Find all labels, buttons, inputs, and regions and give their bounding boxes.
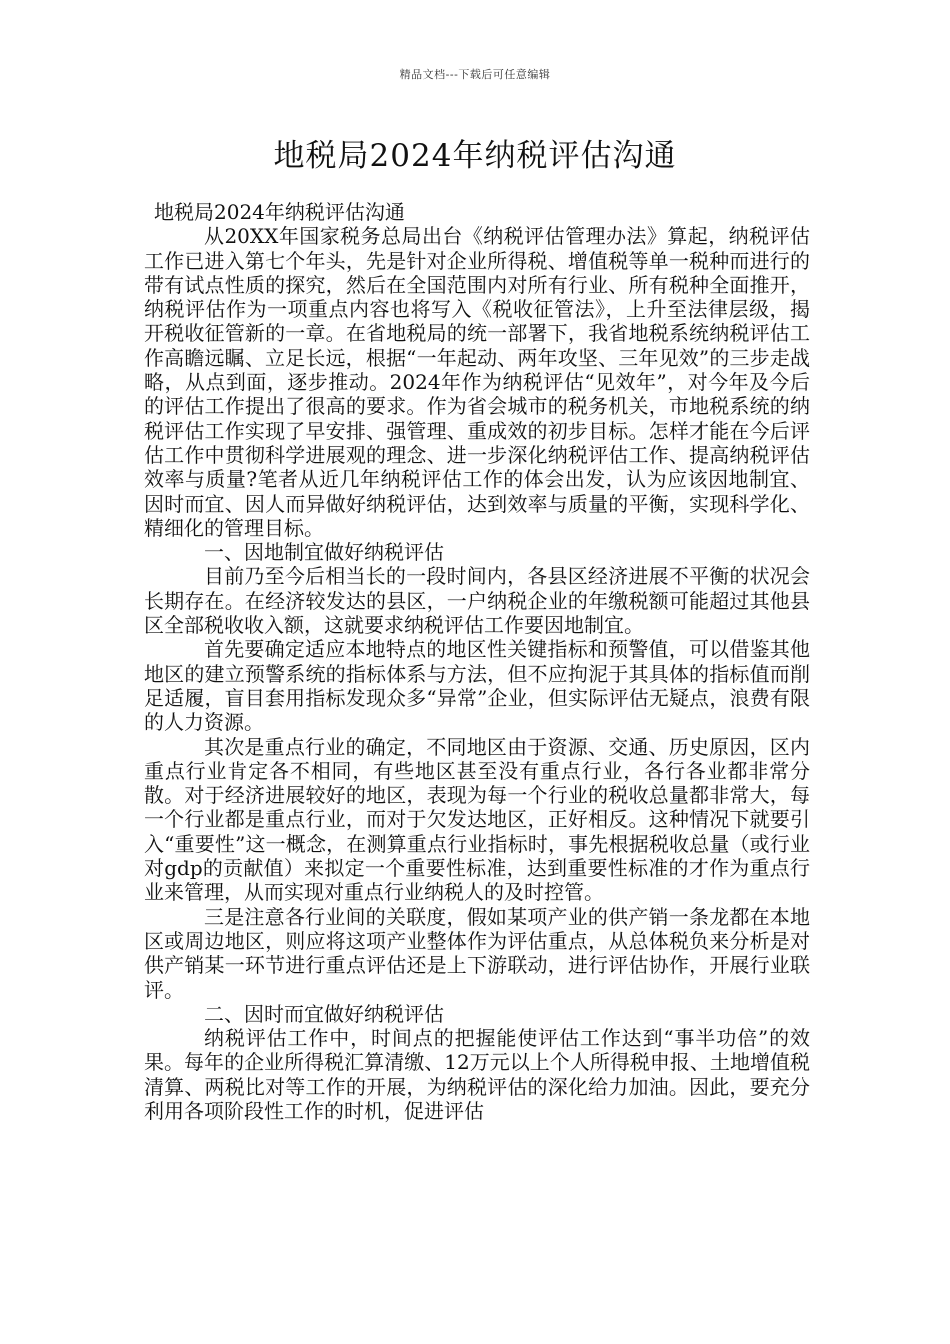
section-heading: 一、因地制宜做好纳税评估 bbox=[204, 540, 444, 565]
body-paragraph: 从20XX年国家税务总局出台《纳税评估管理办法》算起，纳税评估工作已进入第七个年头，先是针对企业所得税、增值税等单一税种而进行的带有试点性质的探究，然后在全国范围内对所有行业、所有税种全面推开，纳税评估作为一项重点内容也将写入《税收征管法》，上升至法律层级，揭开税收征管新的一章。在省地税局的统一部署下，我省地税系统纳税评估工作高瞻远瞩、立足长远，根据“一年起动、两年攻坚、三年见效”的三步走战略，从点到面，逐步推动。2024年作为纳税评估“见效年”，对今年及今后的评估工作提出了很高的要求。作为省会城市的税务机关，市地税系统的纳税评估工作实现了早安排、强管理、重成效的初步目标。怎样才能在今后评估工作中贯彻科学进展观的理念、进一步深化纳税评估工作、提高纳税评估效率与质量?笔者从近几年纳税评估工作的体会出发，认为应该因地制宜、因时而宜、因人而异做好纳税评估，达到效率与质量的平衡，实现科学化、精细化的管理目标。 bbox=[144, 224, 810, 540]
document-body bbox=[144, 200, 810, 1123]
page-title: 地税局2024年纳税评估沟通 bbox=[273, 138, 677, 174]
subtitle-line: 地税局2024年纳税评估沟通 bbox=[154, 200, 405, 224]
body-paragraph: 纳税评估工作中，时间点的把握能使评估工作达到“事半功倍”的效果。每年的企业所得税汇算清缴、12万元以上个人所得税申报、土地增值税清算、两税比对等工作的开展，为纳税评估的深化给力加油。因此，要充分利用各项阶段性工作的时机，促进评估 bbox=[144, 1026, 810, 1123]
section-heading: 二、因时而宜做好纳税评估 bbox=[204, 1001, 444, 1026]
body-paragraph: 三是注意各行业间的关联度，假如某项产业的供产销一条龙都在本地区或周边地区，则应将这项产业整体作为评估重点，从总体税负来分析是对供产销某一环节进行重点评估还是上下游联动，进行评估协作，开展行业联评。 bbox=[144, 904, 810, 1002]
body-paragraph: 其次是重点行业的确定，不同地区由于资源、交通、历史原因，区内重点行业肯定各不相同，有些地区甚至没有重点行业，各行各业都非常分散。对于经济进展较好的地区，表现为每一个行业的税收总量都非常大，每一个行业都是重点行业，而对于欠发达地区，正好相反。这种情况下就要引入“重要性”这一概念，在测算重点行业指标时，事先根据税收总量（或行业对gdp的贡献值）来拟定一个重要性标准，达到重要性标准的才作为重点行业来管理，从而实现对重点行业纳税人的及时控管。 bbox=[144, 734, 810, 905]
body-paragraph: 首先要确定适应本地特点的地区性关键指标和预警值，可以借鉴其他地区的建立预警系统的指标体系与方法，但不应拘泥于其具体的指标值而削足适履，盲目套用指标发现众多“异常”企业，但实际评估无疑点，浪费有限的人力资源。 bbox=[144, 637, 810, 735]
header-note: 精品文档---下载后可任意编辑 bbox=[399, 68, 551, 81]
body-paragraph: 目前乃至今后相当长的一段时间内，各县区经济进展不平衡的状况会长期存在。在经济较发达的县区，一户纳税企业的年缴税额可能超过其他县区全部税收收入额，这就要求纳税评估工作要因地制宜。 bbox=[144, 564, 810, 638]
